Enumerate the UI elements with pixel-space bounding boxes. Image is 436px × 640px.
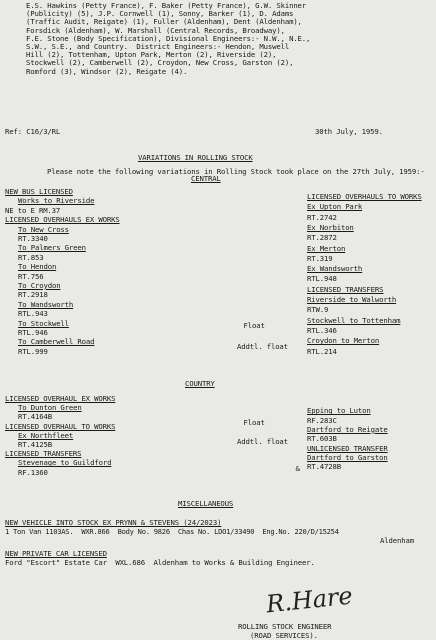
distribution-line: Romford (3), Windsor (2), Reigate (4). (26, 66, 188, 76)
list-heading: Works to Riverside (18, 196, 95, 206)
distribution-list (26, 2, 310, 76)
list-heading: To Palmers Green (18, 243, 86, 253)
distribution-line: E.S. Hawkins (Petty France), F. Baker (Petty France), G.W. Skinner (26, 1, 307, 10)
list-heading: To Wandsworth (18, 299, 74, 309)
list-heading: Stockwell to Tottenham (307, 315, 401, 325)
list-heading: Ex Wandsworth (307, 264, 363, 274)
section-heading-miscellaneous: MISCELLANEOUS (178, 499, 234, 508)
list-item: RT.4125B (18, 440, 52, 449)
list-heading: Ex Northfleet (18, 430, 74, 440)
distribution-line: Forsdick (Aldenham), W. Marshall (Central Records, Broadway), (26, 25, 285, 35)
list-heading: LICENSED OVERHAUL TO WORKS (5, 421, 116, 431)
distribution-line: Stockwell (2), Camberwell (2), Croydon, New Cross, Garston (2), (26, 58, 294, 68)
list-item: RT.4164B (18, 412, 52, 422)
section-heading-country: COUNTRY (185, 379, 215, 388)
list-item: RTL.214 (307, 346, 337, 356)
list-heading: To New Cross (18, 224, 69, 234)
list-heading: UNLICENSED TRANSFER (307, 443, 388, 453)
list-heading: To Stockwell (18, 318, 69, 328)
private-car-heading: NEW PRIVATE CAR LICENSED (5, 549, 107, 558)
list-item: Addtl. float (237, 436, 288, 446)
list-item: RTW.9 (307, 305, 329, 315)
reference: Ref: C16/3/RL (5, 127, 61, 136)
list-heading: LICENSED OVERHAUL EX WORKS (5, 394, 116, 403)
list-heading: To Camberwell Road (18, 337, 95, 347)
signoff-subtitle: (ROAD SERVICES). (250, 631, 318, 640)
list-item: RT.2872 (307, 233, 337, 243)
list-item: Addtl. float (237, 341, 288, 351)
list-item: RT.319 (307, 253, 333, 263)
section-heading-central: CENTRAL (191, 174, 221, 183)
list-heading: LICENSED OVERHAULS EX WORKS (5, 215, 120, 225)
list-heading: Ex Upton Park (307, 202, 363, 212)
list-heading: To Croydon (18, 281, 61, 290)
list-item: RTL.946 (18, 328, 48, 337)
list-heading: To Dunton Green (18, 403, 82, 413)
list-heading: Ex Norbiton (307, 222, 354, 232)
list-item: RTL.346 (307, 325, 337, 335)
list-heading: Riverside to Walworth (307, 295, 397, 304)
list-item: Float (243, 320, 265, 330)
list-heading: To Hendon (18, 262, 57, 272)
list-heading: Dartford to Reigate (307, 424, 388, 434)
list-heading: Stevenage to Guildford (18, 458, 112, 468)
list-item: RTL.943 (18, 309, 48, 319)
distribution-line: (Publicity) (5), J.P. Cornwell (1), Sonny, Barker (1), D. Adams (26, 9, 294, 19)
list-heading: Croydon to Merton (307, 336, 380, 346)
memo-date: 30th July, 1959. (315, 127, 383, 136)
list-item: NE to E RM.37 (5, 205, 61, 215)
list-item: RTL.999 (18, 346, 48, 356)
signoff-title: ROLLING STOCK ENGINEER (238, 622, 332, 631)
distribution-line: F.E. Stone (Body Specification), Divisional Engineers:- N.W., N.E., (26, 33, 311, 43)
list-heading: Ex Merton (307, 243, 346, 253)
list-item: RT.4728B (307, 462, 341, 472)
new-vehicle-heading: NEW VEHICLE INTO STOCK EX PRYNN & STEVENS (24/2023) (5, 518, 222, 527)
private-car-details: Ford "Escort" Estate Car WXL.686 Aldenham to Works & Building Engineer. (5, 558, 315, 567)
list-item: RF.283C (307, 415, 337, 425)
new-vehicle-location: Aldenham (380, 536, 414, 545)
list-item: RT.756 (18, 271, 44, 281)
list-heading: LICENSED TRANSFERS (307, 284, 384, 294)
list-item: RT.3340 (18, 234, 48, 243)
list-heading: LICENSED OVERHAULS TO WORKS (307, 192, 422, 201)
list-item: RT.2742 (307, 212, 337, 222)
distribution-line: Hill (2), Tottenham, Upton Park, Merton (2), Riverside (2), (26, 50, 277, 60)
list-heading: LICENSED TRANSFERS (5, 449, 82, 459)
list-heading: Epping to Luton (307, 406, 371, 416)
memo-title: VARIATIONS IN ROLLING STOCK (138, 153, 253, 162)
intro-paragraph: Please note the following variations in Rolling Stock took place on the 27th July, 1959:- (47, 167, 425, 176)
list-item: RT.853 (18, 252, 44, 262)
handwritten-signature: R.Hare (264, 581, 354, 619)
distribution-line: (Traffic Audit, Reigate) (1), Fuller (Aldenham), Dent (Aldenham), (26, 17, 302, 27)
list-item: RT.603B (307, 434, 337, 444)
distribution-line: S.W., S.E., and Country. District Engineers:- Hendon, Muswell (26, 42, 290, 52)
list-heading: Dartford to Garston (307, 452, 388, 462)
list-item: RTL.948 (307, 274, 337, 284)
list-item: RF.1360 (18, 467, 48, 477)
list-item: RT.2918 (18, 290, 48, 300)
list-item: & (295, 464, 300, 474)
list-heading: NEW BUS LICENSED (5, 187, 73, 196)
list-item: Float (243, 418, 265, 428)
new-vehicle-details: 1 Ton Van 1103AS. WXR.866 Body No. 9826 Chas No. LDO1/33490 Eng.No. 220/D/15254 (5, 527, 339, 536)
